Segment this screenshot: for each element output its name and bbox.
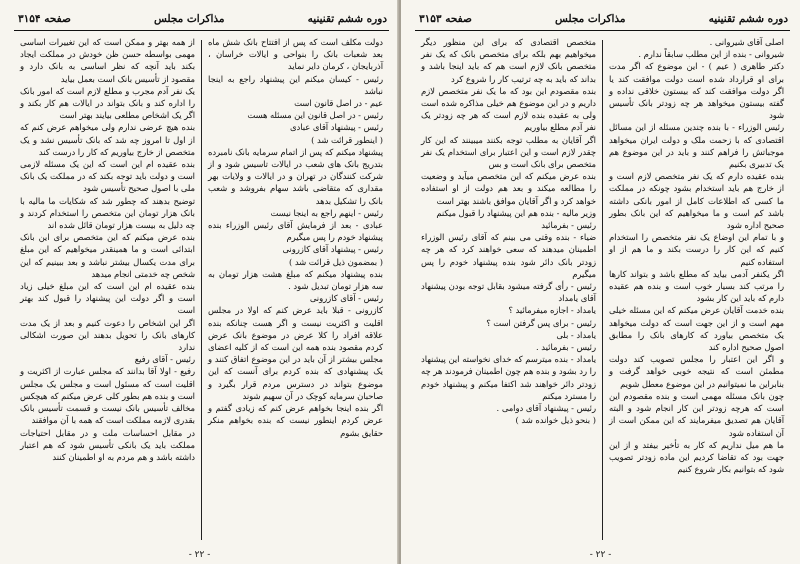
- paragraph: بنده عقیده ام این است که این یک مسئله لازمی است و دولت باید توجه بکند که در مملکت یک بانک ملی با اصول صحیح تأسیس شود: [20, 159, 195, 194]
- paragraph: ( بنحو ذیل خوانده شد ): [515, 415, 596, 426]
- paragraph: رئیس - کیسان میکنم این پیشنهاد راجع به اینجا نباشد: [208, 73, 383, 96]
- left-header-page-label: صفحه ۳۱۵۴: [18, 13, 71, 25]
- paragraph: رئیس - پیشنهاد آقای دوامی .: [496, 403, 596, 414]
- paragraph: ( اینطور قرائت شد ): [311, 134, 383, 145]
- paragraph: ما هم میل نداریم که کار به تأخیر بیفتد و از این جهت بود که تقاضا کردیم این ماده زودتر تصویب شود که بتوانیم بکار شروع کنیم: [609, 439, 784, 475]
- paragraph: از همه بهتر و ممکن است که این تغییرات اساسی مهمی بواسطه حسن ظن خودش در مملکت ایجاد بکند باید آنچه که نظر اساسی به بانک دارد و مقصود از تأسیس بانک است بعمل بیاید: [20, 37, 195, 84]
- paragraph: بنده عرض میکنم که این متخصص میآید و وضعیت را مطالعه میکند و بعد هم دولت از او استفاده خواهد کرد و اگر آقایان موافق باشند بهتر است: [421, 171, 596, 206]
- paragraph: رئیس - آقای رفیع: [134, 354, 195, 365]
- paragraph: رئیس - در اصل قانون این مسئله هست: [247, 110, 383, 121]
- right-header-center: مذاکرات مجلس: [554, 13, 626, 25]
- left-page-left-column: [14, 36, 201, 544]
- paragraph: ( بمضمون ذیل قرائت شد ): [288, 256, 383, 267]
- left-header-center: مذاکرات مجلس: [153, 13, 225, 25]
- paragraph: ضیاء - بنده وقتی می بینم که آقای رئیس الوزراء اطمینان میدهند که سعی خواهند کرد که هر چه زودتر بانک دائر شود بنده پیشنهاد خودم را پس میگیرم: [421, 232, 596, 279]
- paragraph: رئیس - برای پس گرفتن است ؟: [486, 317, 596, 328]
- paragraph: رئیس الوزراء - با بنده چندین مسئله از این مسائل اقتصادی که با زحمت ملک و دولت ایران میخواهد موجباتش را فراهم کنند و باید در این موضوع هم یک تدبیری بکنیم: [609, 122, 784, 170]
- left-page: [0, 0, 399, 564]
- paragraph: عیم - در اصل قانون است: [294, 98, 383, 109]
- paragraph: شیروانی - بنده از این مطلب سابقاً ندارم .: [638, 49, 784, 60]
- paragraph: رئیس - بفرمائید .: [536, 342, 596, 353]
- paragraph: دکتر طاهری ( عیم ) - این موضوع که اگر مدت برای او قرارداد شده است دولت موافقت کند یا اگر دولت موافقت کند که بیستون خلاقی نداده و گفته بیستون میخواهد هر چه زودتر بانک تأسیس شود: [609, 61, 784, 121]
- paragraph: متخصص اقتصادی که برای این منظور دیگر میخواهیم بهم بلکه برای متخصص بانک که یک نفر متخصص بانک لازم است هم که باید اینجا باشد و بداند که باید به چه ترتیب کار را شروع کرد: [421, 37, 596, 84]
- paragraph: بنده عقیده ام این است که این مبلغ خیلی زیاد است و اگر دولت این پیشنهاد را قبول کند بهتر است: [20, 281, 195, 316]
- paragraph: بنده عرض میکنم که این متخصص برای این بانک ابتدائی است و ما همینقدر میخواهیم که این مبلغ برای مدت یکسال بیشتر نباشد و بعد ببینیم که این شخص چه خدمتی انجام میدهد: [20, 232, 195, 279]
- paragraph: یک نفر آدم مجرب و مطلع لازم است که امور بانک را اداره کند و بانک بتواند در ایالات هم کار بکند و اگر یک اشخاص مطلعی بیایند بهتر است: [20, 85, 195, 121]
- paragraph: و با تمام این اوضاع یک نفر متخصص را استخدام کنیم که این کار را درست بکند و ما هم از او استفاده کنیم: [609, 232, 784, 267]
- paragraph: بنده مقصودم این بود که ما یک نفر متخصص لازم داریم و در این موضوع هم خیلی مذاکره شده است ولی به عقیده بنده لازم است که هر چه زودتر یک نفر آدم مطلع بیاوریم: [421, 85, 596, 133]
- right-page-right-column: [603, 36, 790, 544]
- right-header-page-label: صفحه ۳۱۵۳: [419, 13, 472, 25]
- right-page-number: - ۲۲ -: [589, 550, 612, 560]
- paragraph: یامداد - بنده میترسم که خدای نخواسته این پیشنهاد را رد بشود و بنده هم چون اطمینان فرمودند هر چه زودتر دائر خواهند شد اکتفا میکنم و پیشنهاد خودم را مسترد میکنم: [421, 354, 596, 401]
- left-header-right: دوره ششم تقنینیه: [307, 13, 387, 25]
- paragraph: و اگر این اعتبار را مجلس تصویب کند دولت مطمئن است که نتیجه خوبی خواهد گرفت و بنابراین ما نمیتوانیم در این موضوع معطل شویم: [609, 354, 784, 389]
- paragraph: یامداد - بلی: [556, 329, 596, 340]
- paragraph: رئیس - رأی گرفته میشود بقابل توجه بودن پیشنهاد آقای یامداد: [421, 281, 596, 304]
- paragraph: رئیس - پیشنهاد آقای عبادی: [290, 122, 383, 133]
- left-page-number: - ۲۲ -: [188, 550, 211, 560]
- paragraph: یامداد - اجازه میفرمائید ؟: [508, 305, 596, 316]
- right-page-header: [419, 10, 788, 28]
- paragraph: اگر آقایان به مطلب توجه بکنند میبینند که این کار چقدر لازم است و این اعتبار برای استخدام یک نفر متخصص برای بانک است و بس: [421, 134, 596, 170]
- right-header-rule: [415, 30, 790, 31]
- paragraph: بنده پیشنهاد میکنم که مبلغ هشت هزار تومان به سه هزار تومان تبدیل شود .: [208, 268, 383, 292]
- paragraph: چون بانک مسئله مهمی است و بنده مقصودم این است که هرچه زودتر این کار انجام شود و البته آقایان هم تصدیق میفرمایند که این ممکن است از آن استفاده شود: [609, 390, 784, 438]
- left-page-header: [18, 10, 387, 28]
- paragraph: پیشنهاد میکنم که پس از اتمام سرمایه بانک نامبرده بتدریج بانک های شعب در ایالات تاسیس شود و از شرکت کنندگان در تهران و در ایالات و ولایات بهر مقداری که متقاضی باشد سهام بفروشد و شعب بانک را تشکیل بدهد: [208, 146, 383, 206]
- left-page-right-column: [202, 36, 389, 544]
- paragraph: اصلی آقای شیروانی .: [709, 37, 784, 47]
- paragraph: رئیس - پیشنهاد آقای کازرونی: [282, 244, 383, 255]
- paragraph: اگر یکنفر آدمی بیاید که مطلع باشد و بتواند کارها را مرتب کند بسیار خوب است و بنده هم عقیده دارم که باید این کار بشود: [609, 268, 784, 304]
- paragraph: توضیح بدهند که چطور شد که شکایات ما مالیه با بانک هزار تومان این متخصص را استخدام کردند و چه دلیل به بیست هزار تومان قائل شده اند: [20, 195, 195, 231]
- paragraph: رئیس - بفرمائید: [541, 220, 596, 231]
- right-page-columns: [415, 36, 790, 544]
- paragraph: عبادی - بعد از فرمایش آقای رئیس الوزراء بنده پیشنهاد خودم را پس میگیرم: [208, 220, 383, 243]
- right-header-right: دوره ششم تقنینیه: [708, 13, 788, 25]
- paragraph: اگر این اشخاص را دعوت کنیم و بعد از یک مدت کارهای بانک را تحویل بدهند این صورت اشکالی ندارد: [20, 317, 195, 353]
- left-page-columns: [14, 36, 389, 544]
- right-page: [401, 0, 800, 564]
- paragraph: رئیس - اینهم راجع به اینجا نیست: [270, 207, 383, 218]
- paragraph: در مقابل احساسات ملت و در مقابل احتیاجات مملکت باید یک بانکی تأسیس شود که هم اعتبار داشته باشد و هم مردم به او اطمینان کنند: [20, 427, 195, 462]
- paragraph: بنده خدمت آقایان عرض میکنم که این مسئله خیلی مهم است و از این جهت است که دولت میخواهد یک متخصص بیاورد که کارهای بانک را مطابق اصول صحیح اداره کند: [609, 305, 784, 353]
- paragraph: رئیس - آقای کازرونی: [309, 293, 383, 304]
- paragraph: بنده هیچ عرضی ندارم ولی میخواهم عرض کنم که از اول تا امروز چه شد که بانک تأسیس نشد و یک متخصص از خارج بیاوریم که کار را درست کند: [20, 122, 195, 157]
- paragraph: کازرونی - قبلا باید عرض کنم که اولا در مجلس اقلیت و اکثریت نیست و اگر هست چنانکه بنده علاقه افراد را کلا عرض در موضوع بانک عرض کردم مقصود بنده همه این است که از کلیه اعضای مجلس بیشتر از آن باید در این موضوع اتفاق کنند و یک پیشنهادی که بنده کردم برای آنست که این موضوع بتواند در دسترس مردم قرار بگیرد و صاحبان سرمایه کوچک در آن سهیم شوند: [208, 305, 383, 401]
- paragraph: وزیر مالیه - بنده هم این پیشنهاد را قبول میکنم: [436, 207, 596, 218]
- paragraph: دولت مکلف است که پس از افتتاح بانک شش ماه بعد شعبات بانک را بنواحی و ایالات خراسان ، آذربایجان ، کرمان دایر نماید: [208, 37, 383, 72]
- right-page-left-column: [415, 36, 602, 544]
- paragraph: رفیع - اولا آقا بدانند که مجلس عبارت از اکثریت و اقلیت است که مسئول است و مجلس یک مجلس است و بنده هم بطور کلی عرض میکنم که هیچکس مخالف تأسیس بانک نیست و قسمت تأسیس بانک بقدری لازمه مملکت است که همه با آن موافقند: [20, 366, 195, 426]
- paragraph: اگر بنده اینجا بخواهم عرض کنم که زیادی گفتم و عرض کردم اینطور نیست که بنده بخواهم منکر حقایق بشوم: [208, 403, 383, 438]
- left-header-rule: [14, 30, 389, 31]
- paragraph: بنده عقیده دارم که یک نفر متخصص لازم است و از خارج هم باید استخدام بشود چونکه در مملکت ما کسی که اطلاعات کامل از امور بانکی داشته باشد کم است و ما میخواهیم که این بانک بطور صحیح اداره شود: [609, 171, 784, 231]
